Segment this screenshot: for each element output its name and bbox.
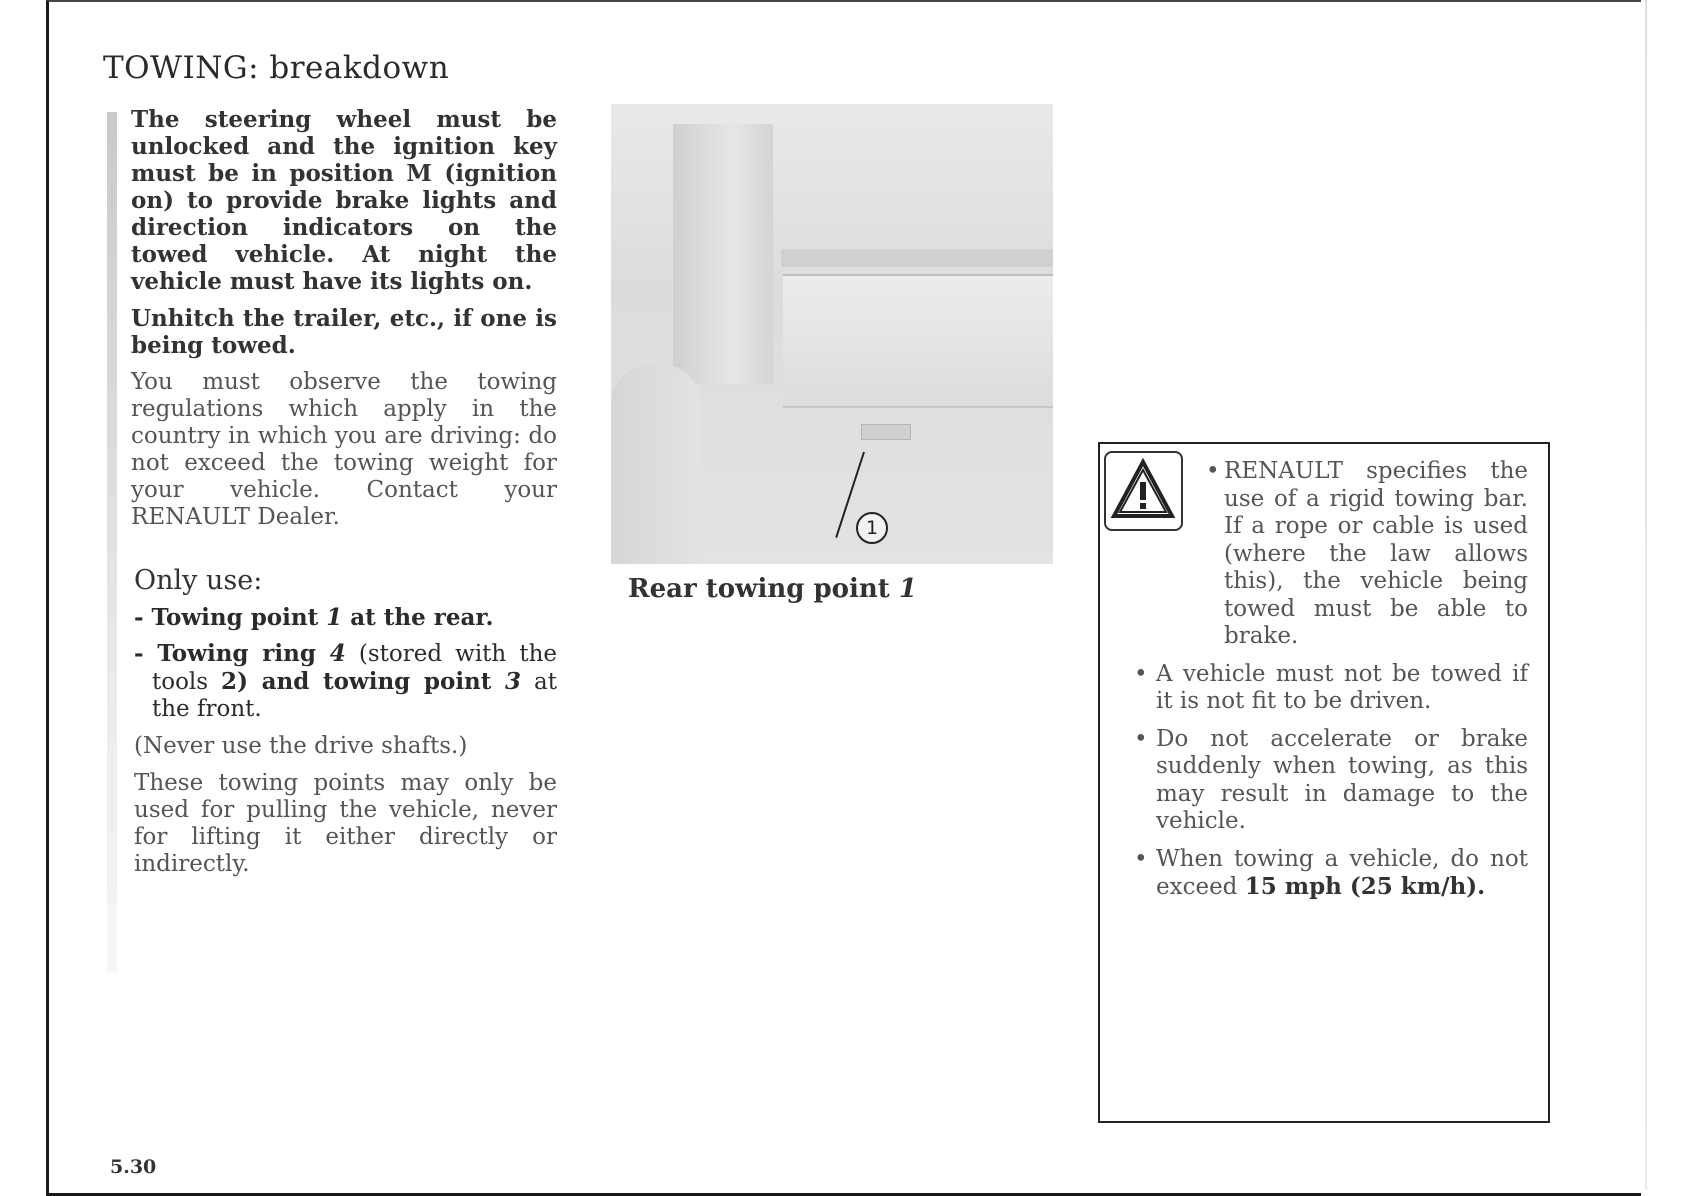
page-title: TOWING: breakdown xyxy=(103,50,450,86)
list-item: - Towing ring 4 (stored with the tools 2) and towing point 3 at the front. xyxy=(134,640,557,722)
photo-bumper-edge xyxy=(781,249,1053,267)
subheading-only-use: Only use: xyxy=(134,565,263,596)
left-column xyxy=(131,106,557,888)
paragraph-pulling: These towing points may only be used for pulling the vehicle, never for lifting it either directly or indirectly. xyxy=(134,770,557,877)
warning-item: • RENAULT specifies the use of a rigid towing bar. If a rope or cable is used (where the law allows this), the vehicle being towed must be able to brake. xyxy=(1206,458,1528,649)
figure-caption: Rear towing point 1 xyxy=(628,574,917,604)
photo-wheel xyxy=(611,364,701,564)
drive-shaft-note: (Never use the drive shafts.) xyxy=(134,733,468,759)
callout-marker: 1 xyxy=(856,512,888,544)
paragraph-steering: The steering wheel must be unlocked and the ignition key must be in position M (ignition on) to provide brake lights and direction indicators on the towed vehicle. At night the vehicle must have its lights on. xyxy=(131,106,557,295)
paragraph-trailer: Unhitch the trailer, etc., if one is being towed. xyxy=(131,305,557,359)
bullet: • xyxy=(1134,725,1148,752)
bullet: • xyxy=(1134,660,1148,687)
bullet: • xyxy=(1206,458,1220,484)
warning-item: • Do not accelerate or brake suddenly when towing, as this may result in damage to the vehicle. xyxy=(1134,725,1528,834)
page-edge xyxy=(1645,0,1647,1190)
warning-list xyxy=(1134,458,1528,912)
warning-item: • A vehicle must not be towed if it is not fit to be driven. xyxy=(1134,660,1528,714)
towing-point-hitch xyxy=(861,424,911,440)
margin-bar xyxy=(107,112,117,972)
bullet: • xyxy=(1134,845,1148,872)
photo-body-panel xyxy=(673,124,773,384)
rear-towing-photo xyxy=(611,104,1053,564)
list-item: - Towing point 1 at the rear. xyxy=(134,604,494,631)
photo-bumper xyxy=(783,274,1053,408)
page-number: 5.30 xyxy=(110,1156,157,1178)
paragraph-regulations: You must observe the towing regulations which apply in the country in which you are driving: do not exceed the towing weight for your vehicle. Contact your RENAULT Dealer. xyxy=(131,369,557,530)
warning-item: • When towing a vehicle, do not exceed 15 mph (25 km/h). xyxy=(1134,845,1528,900)
towing-points-list xyxy=(134,604,557,723)
